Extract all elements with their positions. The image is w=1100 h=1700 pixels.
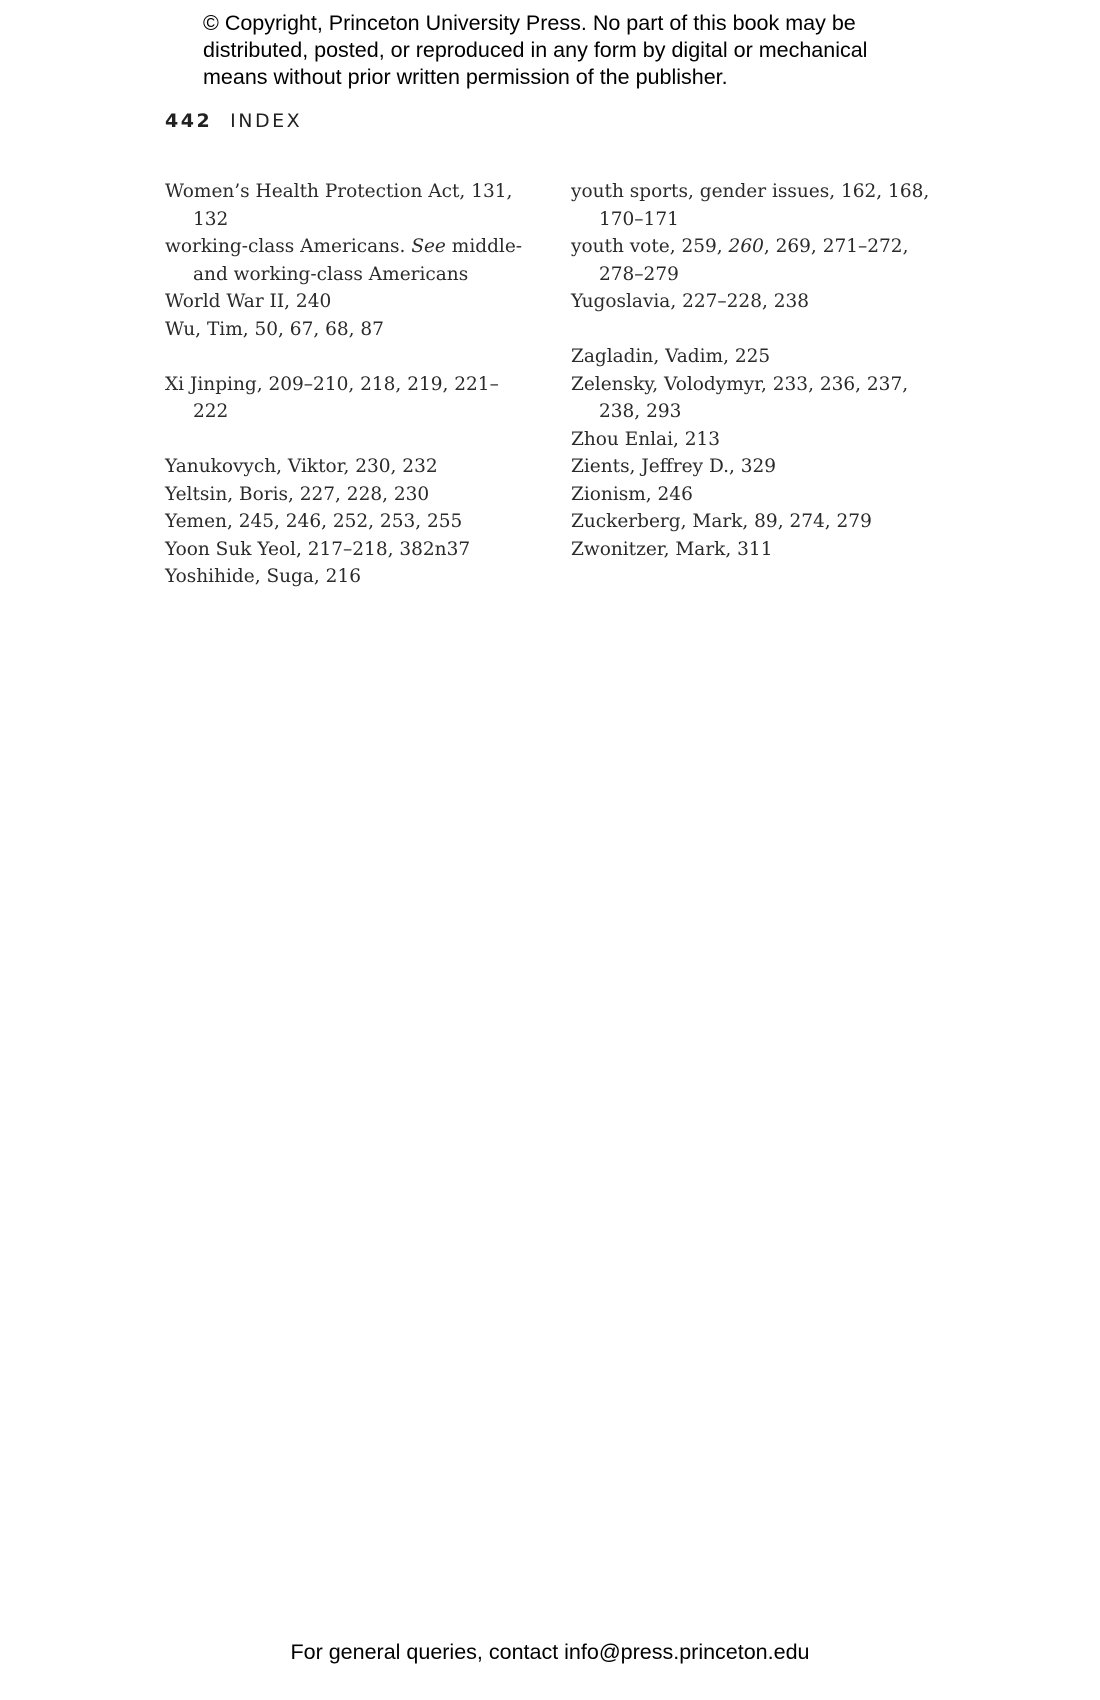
entry-text: middle-and working-class Americans bbox=[193, 236, 523, 285]
index-entry: youth sports, gender issues, 162, 168, 170–171 bbox=[571, 181, 930, 230]
index-entry: Women’s Health Protection Act, 131, 132 bbox=[165, 181, 513, 230]
index-entry: Yeltsin, Boris, 227, 228, 230 bbox=[165, 483, 430, 505]
letter-group-gap bbox=[571, 316, 941, 344]
index-entry: Yugoslavia, 227–228, 238 bbox=[571, 291, 810, 312]
index-entry: Zhou Enlai, 213 bbox=[571, 428, 721, 450]
copyright-notice: © Copyright, Princeton University Press. No part of this book may be distributed, posted, or reproduced in any form by digital or mechanical means without prior written permission of the publisher. bbox=[203, 11, 868, 89]
section-title: INDEX bbox=[230, 110, 303, 132]
index-entry: Zelensky, Volodymyr, 233, 236, 237, 238, 293 bbox=[571, 373, 909, 422]
index-entry: Zionism, 246 bbox=[571, 483, 693, 505]
index-entry: Zwonitzer, Mark, 311 bbox=[571, 538, 773, 560]
see-reference: See bbox=[411, 236, 446, 257]
index-entry: Yoshihide, Suga, 216 bbox=[165, 566, 361, 587]
index-entry: Zagladin, Vadim, 225 bbox=[571, 346, 771, 367]
entry-text: youth vote, 259, bbox=[571, 236, 729, 257]
page-number: 442 bbox=[165, 110, 213, 132]
index-entry: Yanukovych, Viktor, 230, 232 bbox=[165, 456, 438, 477]
index-entry: Zuckerberg, Mark, 89, 274, 279 bbox=[571, 511, 872, 532]
index-entry: Yoon Suk Yeol, 217–218, 382n37 bbox=[165, 538, 471, 560]
running-header bbox=[165, 110, 302, 132]
index-column-right bbox=[571, 178, 941, 563]
italic-page-ref: 260 bbox=[728, 236, 764, 257]
index-entry bbox=[571, 233, 941, 288]
footer-contact: For general queries, contact info@press.princeton.edu bbox=[290, 1640, 810, 1664]
index-entry: Xi Jinping, 209–210, 218, 219, 221–222 bbox=[165, 373, 499, 422]
index-entry bbox=[165, 233, 525, 288]
index-entry: Yemen, 245, 246, 252, 253, 255 bbox=[165, 511, 463, 532]
index-entry: Wu, Tim, 50, 67, 68, 87 bbox=[165, 318, 384, 340]
entry-text: working-class Americans. bbox=[165, 236, 412, 257]
index-entry: Zients, Jeffrey D., 329 bbox=[571, 456, 777, 477]
letter-group-gap bbox=[165, 426, 525, 454]
entry-text: , 269, 271–272, 278–279 bbox=[599, 236, 909, 285]
index-column-left bbox=[165, 178, 525, 591]
index-entry: World War II, 240 bbox=[165, 291, 332, 312]
letter-group-gap bbox=[165, 343, 525, 371]
